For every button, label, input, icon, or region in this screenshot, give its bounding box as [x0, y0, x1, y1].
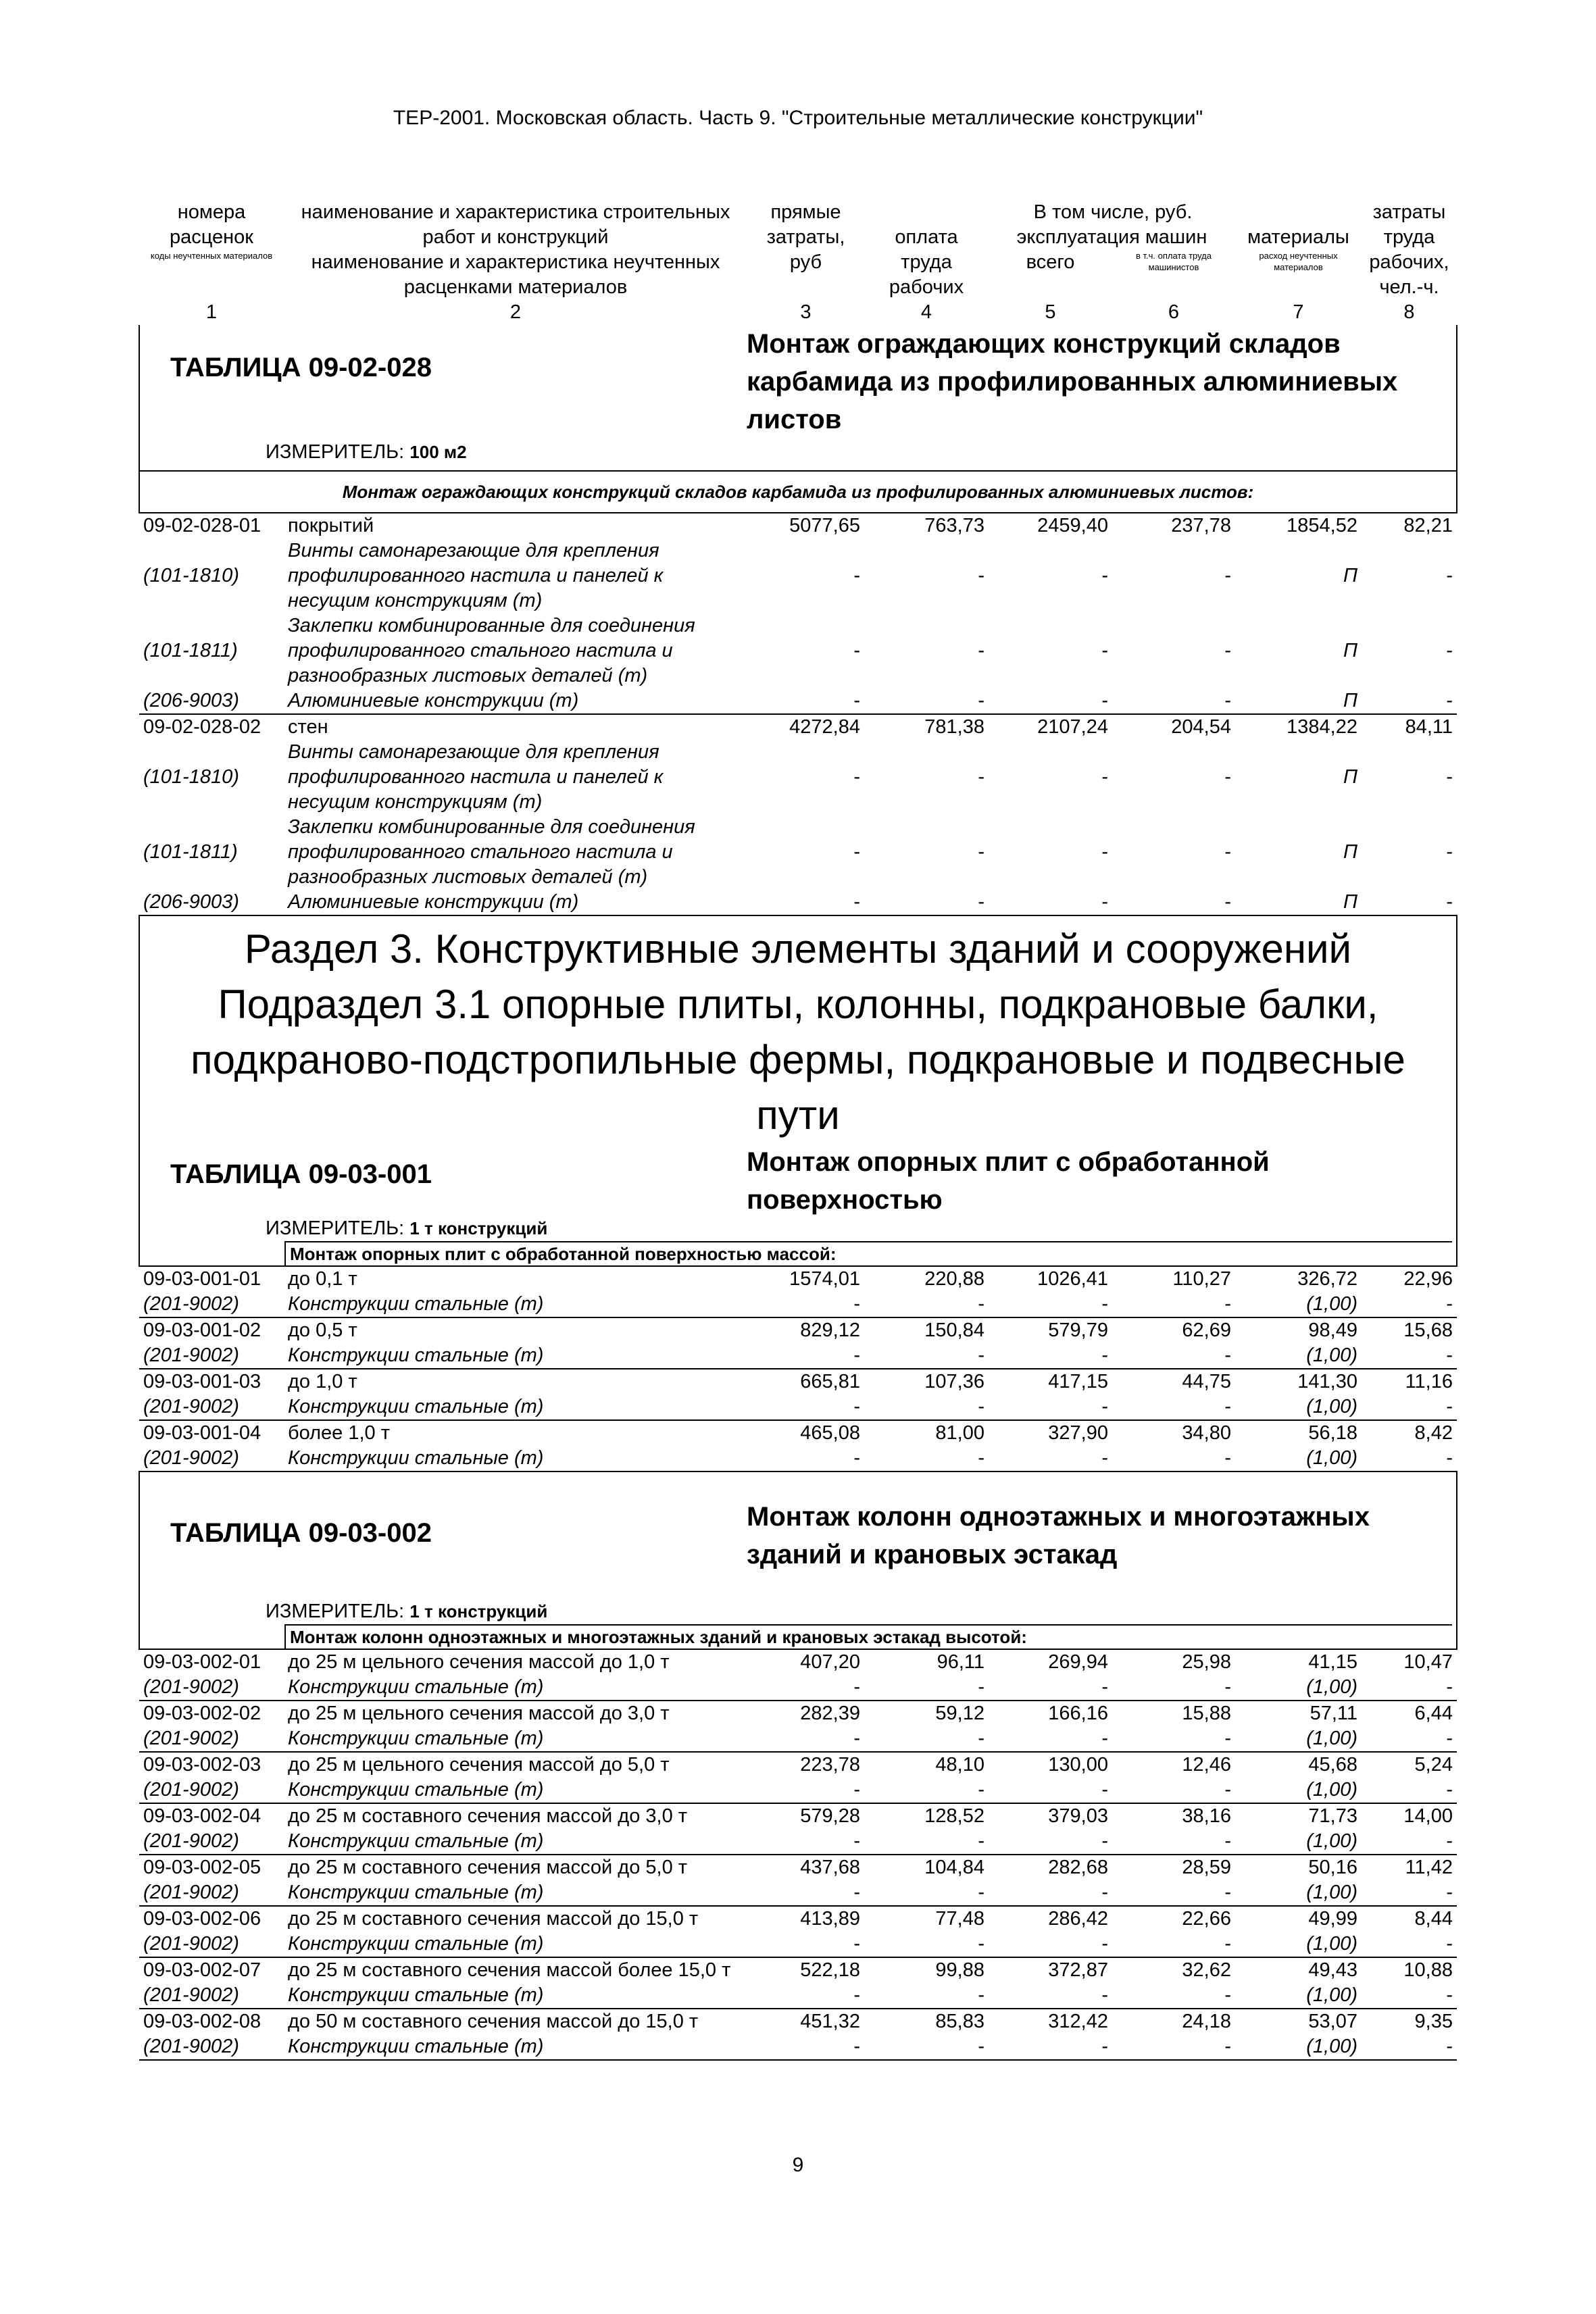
- table-row: [139, 1855, 1457, 1880]
- value-cell: -: [1112, 1343, 1235, 1369]
- table-label: ТАБЛИЦА 09-02-028: [170, 353, 432, 382]
- value-cell: 53,07: [1235, 2009, 1362, 2034]
- value-cell: -: [1362, 2034, 1457, 2060]
- value-cell: -: [747, 2034, 864, 2060]
- value-cell: -: [747, 1394, 864, 1420]
- col-index-1: 1: [205, 301, 218, 323]
- rate-code: 09-03-002-04: [139, 1803, 284, 1829]
- value-cell: 85,83: [864, 2009, 989, 2034]
- value-cell: -: [1362, 1343, 1457, 1369]
- col8-h4: чел.-ч.: [1379, 276, 1439, 298]
- material-row: [139, 1983, 1457, 2009]
- value-cell: 45,68: [1235, 1752, 1362, 1778]
- value-cell: 96,11: [864, 1649, 989, 1675]
- value-cell: -: [1112, 1778, 1235, 1803]
- material-row: [139, 1343, 1457, 1369]
- value-cell: 665,81: [747, 1369, 864, 1394]
- material-name: Конструкции стальные (т): [284, 1394, 747, 1420]
- value-cell: 522,18: [747, 1957, 864, 1983]
- material-code: (201-9002): [139, 1675, 284, 1701]
- work-name: до 1,0 т: [284, 1369, 747, 1394]
- table-row: [139, 1649, 1457, 1675]
- value-cell: -: [864, 1829, 989, 1855]
- material-row: [139, 1446, 1457, 1472]
- table-subhead: Монтаж колонн одноэтажных и многоэтажных зданий и крановых эстакад высотой:: [284, 1624, 1452, 1649]
- material-qty: (1,00): [1235, 1292, 1362, 1317]
- table-09-02-028-subhead: Монтаж ограждающих конструкций складов карбамида из профилированных алюминиевых листов:: [139, 471, 1457, 513]
- material-code: (201-9002): [139, 1343, 284, 1369]
- material-name: Конструкции стальные (т): [284, 1446, 747, 1472]
- col5-header: всего: [1026, 251, 1075, 273]
- value-cell: 223,78: [747, 1752, 864, 1778]
- value-cell: -: [1112, 2034, 1235, 2060]
- table-row: [139, 2009, 1457, 2034]
- material-code: (201-9002): [139, 1880, 284, 1906]
- value-cell: -: [864, 1292, 989, 1317]
- value-cell: 107,36: [864, 1369, 989, 1394]
- value-cell: 451,32: [747, 2009, 864, 2034]
- value-cell: 34,80: [1112, 1420, 1235, 1446]
- value-cell: -: [1362, 1675, 1457, 1701]
- material-qty: (1,00): [1235, 1675, 1362, 1701]
- work-name: до 25 м цельного сечения массой до 1,0 т: [284, 1649, 747, 1675]
- col7-top: материалы: [1247, 226, 1349, 248]
- page-header: ТЕР-2001. Московская область. Часть 9. "Строительные металлические конструкции": [393, 107, 1203, 129]
- col-index-7: 7: [1293, 301, 1304, 323]
- value-cell: 312,42: [989, 2009, 1112, 2034]
- table-row: [139, 1420, 1457, 1446]
- value-cell: -: [989, 2034, 1112, 2060]
- value-cell: 11,16: [1362, 1369, 1457, 1394]
- value-cell: -: [1112, 1829, 1235, 1855]
- material-qty: (1,00): [1235, 1880, 1362, 1906]
- table-09-03-001-subhead: [139, 1241, 1457, 1266]
- material-name: Заклепки комбинированные для соединения профилированного стального настила и разнообразных листовых деталей (т): [288, 816, 695, 888]
- value-cell: -: [989, 1880, 1112, 1906]
- work-name: до 25 м цельного сечения массой до 5,0 т: [284, 1752, 747, 1778]
- value-cell: 9,35: [1362, 2009, 1457, 2034]
- table-row: 09-02-028-01 покрытий 5077,65 763,73 2459,40 237,78 1854,52 82,21: [139, 513, 1457, 538]
- material-code: (101-1810): [143, 565, 239, 586]
- table-subhead: Монтаж опорных плит с обработанной поверхностью массой:: [284, 1241, 1452, 1265]
- rate-code: 09-03-001-02: [139, 1317, 284, 1343]
- value-cell: 437,68: [747, 1855, 864, 1880]
- material-row: (206-9003) Алюминиевые конструкции (т) - - - - П -: [139, 688, 1457, 714]
- value-cell: -: [1112, 1983, 1235, 2009]
- col1-bot: коды неучтенных материалов: [150, 251, 273, 261]
- table-row: [139, 1701, 1457, 1726]
- value-cell: 829,12: [747, 1317, 864, 1343]
- material-qty: (1,00): [1235, 1829, 1362, 1855]
- value-cell: -: [1362, 1726, 1457, 1752]
- material-name: Конструкции стальные (т): [284, 1675, 747, 1701]
- work-name: до 25 м составного сечения массой до 5,0 т: [284, 1855, 747, 1880]
- col1-top: номера: [177, 201, 246, 223]
- value-cell: 130,00: [989, 1752, 1112, 1778]
- rate-code: 09-03-002-06: [139, 1906, 284, 1932]
- material-code: (201-9002): [139, 1932, 284, 1957]
- material-qty: (1,00): [1235, 2034, 1362, 2060]
- value-cell: -: [989, 1394, 1112, 1420]
- value-cell: -: [1362, 1829, 1457, 1855]
- value-cell: 22,66: [1112, 1906, 1235, 1932]
- value-cell: 49,99: [1235, 1906, 1362, 1932]
- value-cell: -: [1362, 1446, 1457, 1472]
- value-cell: 327,90: [989, 1420, 1112, 1446]
- value-cell: -: [747, 1829, 864, 1855]
- col6-header: в т.ч. оплата труда машинистов: [1135, 251, 1212, 272]
- material-code: (201-9002): [139, 1446, 284, 1472]
- material-code: (206-9003): [139, 890, 284, 915]
- material-code: (201-9002): [139, 2034, 284, 2060]
- rate-code: 09-03-002-07: [139, 1957, 284, 1983]
- value-cell: -: [989, 1675, 1112, 1701]
- material-code: (201-9002): [139, 1726, 284, 1752]
- value-cell: -: [747, 1778, 864, 1803]
- value-cell: 8,44: [1362, 1906, 1457, 1932]
- col2-bot: наименование и характеристика неучтенных расценками материалов: [311, 251, 720, 298]
- value-cell: 49,43: [1235, 1957, 1362, 1983]
- value-cell: -: [1362, 1394, 1457, 1420]
- work-name: стен: [284, 714, 747, 740]
- column-index-row: [139, 300, 1457, 325]
- value-cell: 220,88: [864, 1266, 989, 1292]
- material-code: (101-1810): [143, 766, 239, 788]
- rate-code: 09-03-002-02: [139, 1701, 284, 1726]
- table-row: 09-02-028-02 стен 4272,84 781,38 2107,24 204,54 1384,22 84,11: [139, 714, 1457, 740]
- value-cell: -: [1362, 1292, 1457, 1317]
- value-cell: 166,16: [989, 1701, 1112, 1726]
- material-row: [139, 2034, 1457, 2060]
- value-cell: -: [989, 1983, 1112, 2009]
- material-row: [139, 1880, 1457, 1906]
- value-cell: -: [864, 1446, 989, 1472]
- col8-h2: труда: [1383, 226, 1435, 248]
- material-row: (101-1811) Заклепки комбинированные для соединения профилированного стального настила и разнообразных листовых деталей (т) - - - - П -: [139, 815, 1457, 890]
- value-cell: -: [864, 1778, 989, 1803]
- material-name: Конструкции стальные (т): [284, 1829, 747, 1855]
- section-heading: [139, 915, 1457, 1143]
- rate-code: 09-02-028-02: [139, 714, 284, 740]
- value-cell: 579,79: [989, 1317, 1112, 1343]
- work-name: до 0,5 т: [284, 1317, 747, 1343]
- value-cell: 32,62: [1112, 1957, 1235, 1983]
- value-cell: 104,84: [864, 1855, 989, 1880]
- material-name: Винты самонарезающие для крепления профилированного настила и панелей к несущим конструкциям (т): [288, 741, 664, 813]
- table-row: [139, 1369, 1457, 1394]
- table-label: ТАБЛИЦА 09-03-001: [170, 1159, 432, 1189]
- measure-unit: ИЗМЕРИТЕЛЬ: 1 т конструкций: [266, 1601, 548, 1622]
- material-row: [139, 1778, 1457, 1803]
- col-index-2: 2: [509, 301, 522, 323]
- value-cell: 77,48: [864, 1906, 989, 1932]
- value-cell: -: [864, 1880, 989, 1906]
- value-cell: -: [989, 1778, 1112, 1803]
- value-cell: 44,75: [1112, 1369, 1235, 1394]
- material-row: [139, 1292, 1457, 1317]
- material-code: (101-1811): [143, 640, 238, 661]
- material-row: (101-1811) Заклепки комбинированные для соединения профилированного стального настила и разнообразных листовых деталей (т) - - - - П -: [139, 613, 1457, 688]
- col2-top: наименование и характеристика строительных: [301, 201, 730, 223]
- value-cell: 24,18: [1112, 2009, 1235, 2034]
- col7-bot: расход неучтенных материалов: [1259, 251, 1338, 272]
- col4-header: оплата труда рабочих: [889, 226, 964, 298]
- value-cell: -: [747, 1932, 864, 1957]
- value-cell: 22,96: [1362, 1266, 1457, 1292]
- value-cell: -: [1362, 1983, 1457, 2009]
- table-row: [139, 1752, 1457, 1778]
- material-name: Конструкции стальные (т): [284, 1726, 747, 1752]
- value-cell: -: [1362, 1932, 1457, 1957]
- col-index-3: 3: [800, 301, 812, 323]
- value-cell: -: [864, 1726, 989, 1752]
- value-cell: -: [747, 1446, 864, 1472]
- value-cell: 59,12: [864, 1701, 989, 1726]
- value-cell: 141,30: [1235, 1369, 1362, 1394]
- rate-code: 09-03-002-03: [139, 1752, 284, 1778]
- table-title: Монтаж опорных плит с обработанной поверхностью: [747, 1147, 1270, 1215]
- value-cell: 128,52: [864, 1803, 989, 1829]
- value-cell: 25,98: [1112, 1649, 1235, 1675]
- material-row: [139, 1675, 1457, 1701]
- table-title: Монтаж ограждающих конструкций складов карбамида из профилированных алюминиевых листов: [747, 329, 1398, 434]
- value-cell: 417,15: [989, 1369, 1112, 1394]
- value-cell: -: [989, 1932, 1112, 1957]
- value-cell: 57,11: [1235, 1701, 1362, 1726]
- material-qty: (1,00): [1235, 1983, 1362, 2009]
- rates-table: [139, 200, 1457, 2061]
- value-cell: 99,88: [864, 1957, 989, 1983]
- value-cell: 413,89: [747, 1906, 864, 1932]
- material-code: (201-9002): [139, 1394, 284, 1420]
- value-cell: 15,68: [1362, 1317, 1457, 1343]
- rate-code: 09-03-001-04: [139, 1420, 284, 1446]
- value-cell: -: [1112, 1292, 1235, 1317]
- value-cell: 10,47: [1362, 1649, 1457, 1675]
- value-cell: 62,69: [1112, 1317, 1235, 1343]
- value-cell: -: [1362, 1880, 1457, 1906]
- table-row: [139, 1906, 1457, 1932]
- value-cell: 98,49: [1235, 1317, 1362, 1343]
- value-cell: 11,42: [1362, 1855, 1457, 1880]
- value-cell: 38,16: [1112, 1803, 1235, 1829]
- material-name: Конструкции стальные (т): [284, 1343, 747, 1369]
- material-row: (206-9003) Алюминиевые конструкции (т) - - - - П -: [139, 890, 1457, 915]
- material-name: Конструкции стальные (т): [284, 1880, 747, 1906]
- value-cell: -: [864, 1983, 989, 2009]
- material-code: (206-9003): [139, 688, 284, 714]
- col-index-6: 6: [1168, 301, 1180, 323]
- value-cell: 10,88: [1362, 1957, 1457, 1983]
- page-number: 9: [792, 2154, 804, 2176]
- section-title: Раздел 3. Конструктивные элементы зданий и сооружений Подраздел 3.1 опорные плиты, колонны, подкрановые балки, подкраново-подстропильные фермы, подкрановые и подвесные пути: [191, 926, 1405, 1138]
- value-cell: -: [864, 1343, 989, 1369]
- table-row: [139, 1803, 1457, 1829]
- value-cell: 150,84: [864, 1317, 989, 1343]
- value-cell: -: [864, 2034, 989, 2060]
- value-cell: -: [747, 1983, 864, 2009]
- material-row: [139, 1829, 1457, 1855]
- value-cell: 50,16: [1235, 1855, 1362, 1880]
- value-cell: 81,00: [864, 1420, 989, 1446]
- rate-code: 09-02-028-01: [139, 513, 284, 538]
- rate-code: 09-03-002-01: [139, 1649, 284, 1675]
- material-code: (201-9002): [139, 1778, 284, 1803]
- value-cell: 56,18: [1235, 1420, 1362, 1446]
- value-cell: -: [1112, 1446, 1235, 1472]
- value-cell: -: [1112, 1394, 1235, 1420]
- value-cell: 1026,41: [989, 1266, 1112, 1292]
- value-cell: 71,73: [1235, 1803, 1362, 1829]
- material-name: Конструкции стальные (т): [284, 2034, 747, 2060]
- col-index-4: 4: [920, 301, 932, 323]
- work-name: до 25 м составного сечения массой до 3,0 т: [284, 1803, 747, 1829]
- value-cell: 379,03: [989, 1803, 1112, 1829]
- value-cell: -: [864, 1394, 989, 1420]
- value-cell: 14,00: [1362, 1803, 1457, 1829]
- value-cell: -: [1362, 1778, 1457, 1803]
- value-cell: 28,59: [1112, 1855, 1235, 1880]
- work-name: до 25 м составного сечения массой до 15,0 т: [284, 1906, 747, 1932]
- value-cell: 282,68: [989, 1855, 1112, 1880]
- table-row: [139, 1266, 1457, 1292]
- value-cell: 372,87: [989, 1957, 1112, 1983]
- material-name: Алюминиевые конструкции (т): [284, 688, 747, 714]
- material-code: (201-9002): [139, 1829, 284, 1855]
- rate-code: 09-03-002-05: [139, 1855, 284, 1880]
- table-09-02-028-heading: [139, 325, 1457, 471]
- measure-unit: ИЗМЕРИТЕЛЬ: 1 т конструкций: [266, 1217, 548, 1239]
- material-row: [139, 1726, 1457, 1752]
- value-cell: 5,24: [1362, 1752, 1457, 1778]
- value-cell: 282,39: [747, 1701, 864, 1726]
- col-index-8: 8: [1403, 301, 1415, 323]
- value-cell: 12,46: [1112, 1752, 1235, 1778]
- value-cell: 465,08: [747, 1420, 864, 1446]
- value-cell: 286,42: [989, 1906, 1112, 1932]
- material-name: Конструкции стальные (т): [284, 1778, 747, 1803]
- col8-h3: рабочих,: [1369, 251, 1449, 273]
- group-header: В том числе, руб.: [1033, 201, 1193, 223]
- table-title: Монтаж колонн одноэтажных и многоэтажных зданий и крановых эстакад: [747, 1502, 1370, 1569]
- value-cell: 326,72: [1235, 1266, 1362, 1292]
- value-cell: -: [747, 1726, 864, 1752]
- value-cell: -: [747, 1343, 864, 1369]
- value-cell: -: [1112, 1726, 1235, 1752]
- table-row: [139, 1957, 1457, 1983]
- value-cell: 15,88: [1112, 1701, 1235, 1726]
- value-cell: 579,28: [747, 1803, 864, 1829]
- work-name: до 25 м составного сечения массой более 15,0 т: [284, 1957, 747, 1983]
- material-name: Алюминиевые конструкции (т): [284, 890, 747, 915]
- material-qty: (1,00): [1235, 1394, 1362, 1420]
- table-09-03-002-heading: [139, 1472, 1457, 1624]
- value-cell: -: [1112, 1932, 1235, 1957]
- col2-mid: работ и конструкций: [422, 226, 609, 248]
- value-cell: 269,94: [989, 1649, 1112, 1675]
- material-qty: (1,00): [1235, 1726, 1362, 1752]
- material-qty: (1,00): [1235, 1778, 1362, 1803]
- col8-h1: затраты: [1372, 201, 1446, 223]
- header-row-1: [139, 200, 1457, 225]
- rate-code: 09-03-001-01: [139, 1266, 284, 1292]
- col-index-5: 5: [1045, 301, 1056, 323]
- value-cell: -: [864, 1932, 989, 1957]
- material-code: (201-9002): [139, 1983, 284, 2009]
- value-cell: -: [864, 1675, 989, 1701]
- col3-header: прямые затраты, руб: [766, 201, 845, 273]
- value-cell: 407,20: [747, 1649, 864, 1675]
- measure-unit: ИЗМЕРИТЕЛЬ: 100 м2: [266, 441, 467, 463]
- table-row: [139, 1317, 1457, 1343]
- value-cell: -: [1112, 1675, 1235, 1701]
- machines-header: эксплуатация машин: [1016, 226, 1207, 248]
- value-cell: 8,42: [1362, 1420, 1457, 1446]
- value-cell: -: [989, 1446, 1112, 1472]
- value-cell: -: [1112, 1880, 1235, 1906]
- value-cell: 48,10: [864, 1752, 989, 1778]
- value-cell: -: [747, 1880, 864, 1906]
- material-qty: (1,00): [1235, 1343, 1362, 1369]
- work-name: до 50 м составного сечения массой до 15,0 т: [284, 2009, 747, 2034]
- value-cell: 41,15: [1235, 1649, 1362, 1675]
- material-name: Винты самонарезающие для крепления профилированного настила и панелей к несущим конструкциям (т): [288, 540, 664, 611]
- material-name: Конструкции стальные (т): [284, 1983, 747, 2009]
- value-cell: -: [989, 1292, 1112, 1317]
- value-cell: -: [989, 1726, 1112, 1752]
- value-cell: -: [989, 1343, 1112, 1369]
- material-name: Конструкции стальные (т): [284, 1292, 747, 1317]
- table-09-03-001-heading: [139, 1143, 1457, 1241]
- col1-mid: расценок: [169, 226, 253, 248]
- material-row: [139, 1932, 1457, 1957]
- value-cell: -: [747, 1675, 864, 1701]
- value-cell: 110,27: [1112, 1266, 1235, 1292]
- material-code: (101-1811): [143, 841, 238, 863]
- value-cell: -: [989, 1829, 1112, 1855]
- table-label: ТАБЛИЦА 09-03-002: [170, 1518, 432, 1548]
- value-cell: 6,44: [1362, 1701, 1457, 1726]
- rate-code: 09-03-002-08: [139, 2009, 284, 2034]
- rate-code: 09-03-001-03: [139, 1369, 284, 1394]
- material-row: [139, 1394, 1457, 1420]
- work-name: до 25 м цельного сечения массой до 3,0 т: [284, 1701, 747, 1726]
- material-qty: (1,00): [1235, 1446, 1362, 1472]
- value-cell: -: [747, 1292, 864, 1317]
- work-name: более 1,0 т: [284, 1420, 747, 1446]
- material-name: Заклепки комбинированные для соединения профилированного стального настила и разнообразных листовых деталей (т): [288, 615, 695, 686]
- work-name: до 0,1 т: [284, 1266, 747, 1292]
- work-name: покрытий: [284, 513, 747, 538]
- table-09-03-002-subhead: [139, 1624, 1457, 1649]
- material-row: (101-1810) Винты самонарезающие для крепления профилированного настила и панелей к несущим конструкциям (т) - - - - П -: [139, 538, 1457, 613]
- value-cell: 1574,01: [747, 1266, 864, 1292]
- material-name: Конструкции стальные (т): [284, 1932, 747, 1957]
- material-row: (101-1810) Винты самонарезающие для крепления профилированного настила и панелей к несущим конструкциям (т) - - - - П -: [139, 740, 1457, 815]
- material-code: (201-9002): [139, 1292, 284, 1317]
- material-qty: (1,00): [1235, 1932, 1362, 1957]
